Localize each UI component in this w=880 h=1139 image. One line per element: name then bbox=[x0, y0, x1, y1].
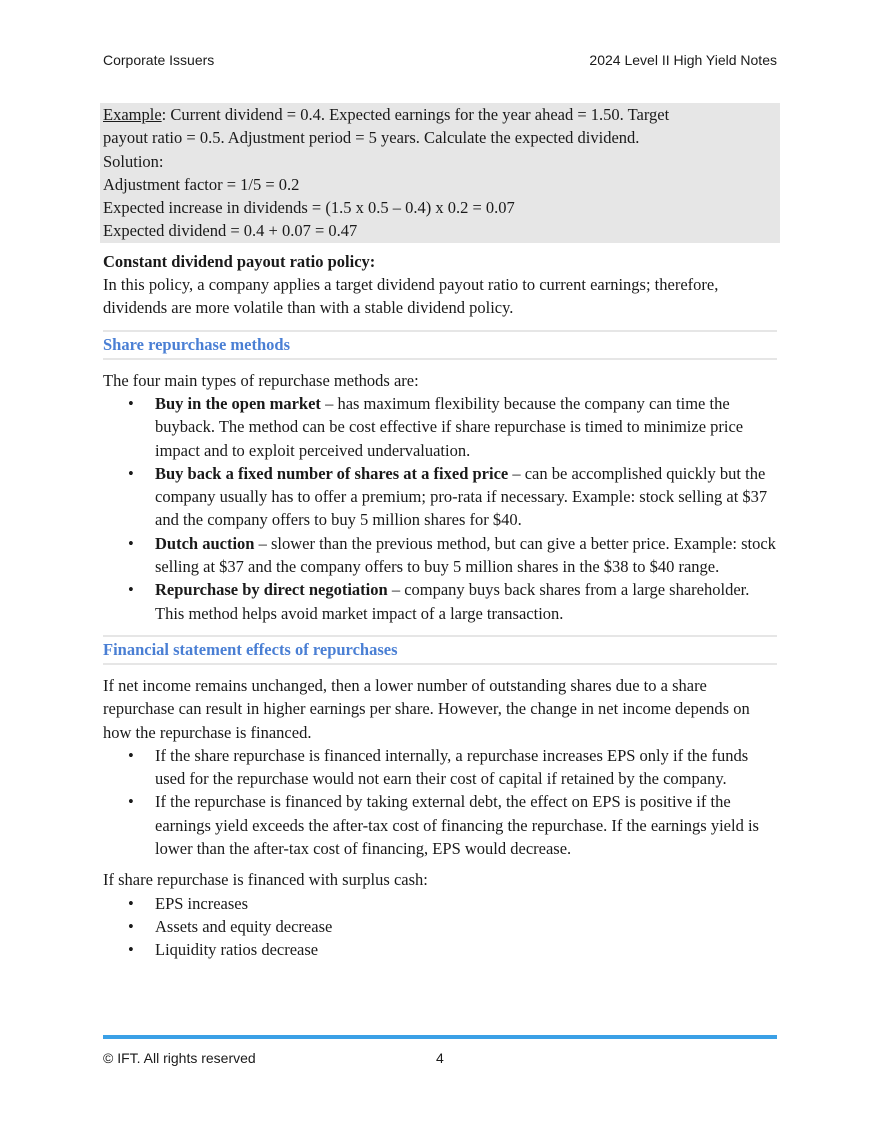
example-line: payout ratio = 0.5. Adjustment period = 5 years. Calculate the expected dividend. bbox=[103, 128, 640, 148]
bullet-icon: • bbox=[128, 463, 134, 483]
item-term: Repurchase by direct negotiation bbox=[155, 580, 388, 600]
example-line bbox=[103, 103, 777, 126]
item-text: – has maximum flexibility because the company can time the buyback. The method can be cost effective if share repurchase is timed to minimize price impact and to exploit perceived undervaluation. bbox=[155, 393, 744, 460]
example-text: : Current dividend = 0.4. Expected earnings for the year ahead = 1.50. Target bbox=[161, 105, 670, 124]
bullet-icon: • bbox=[128, 745, 134, 765]
bullet-icon: • bbox=[128, 940, 134, 960]
bullet-icon: • bbox=[128, 580, 134, 600]
example-line: Expected dividend = 0.4 + 0.07 = 0.47 bbox=[103, 221, 358, 241]
item-term: Buy back a fixed number of shares at a fixed price bbox=[155, 463, 509, 483]
example-line: Solution: bbox=[103, 151, 164, 171]
footer-rule bbox=[103, 1035, 777, 1039]
example-box bbox=[100, 103, 780, 243]
example-line: Adjustment factor = 1/5 = 0.2 bbox=[103, 174, 300, 194]
section-heading-financial-effects: Financial statement effects of repurchases bbox=[103, 635, 777, 665]
item-term: Buy in the open market bbox=[155, 393, 321, 413]
item-text: If the repurchase is financed by taking external debt, the effect on EPS is positive if the earnings yield exceeds the after-tax cost of financing the repurchase. If the earnings yield is lower than the after-tax cost of financing, EPS would decrease. bbox=[155, 792, 759, 859]
surplus-cash-intro: If share repurchase is financed with surplus cash: bbox=[103, 870, 428, 890]
list-item bbox=[103, 938, 777, 961]
item-text: – can be accomplished quickly but the company usually has to offer a premium; pro-rata if necessary. Example: stock selling at $37 and the company offers to buy 5 million shares for $40. bbox=[155, 463, 768, 530]
item-text: Assets and equity decrease bbox=[155, 916, 333, 936]
repurchase-methods-list bbox=[103, 392, 777, 625]
list-item bbox=[103, 578, 777, 625]
list-item bbox=[103, 892, 777, 915]
bullet-icon: • bbox=[128, 393, 134, 413]
item-term: Dutch auction bbox=[155, 533, 255, 553]
header-notes-title: 2024 Level II High Yield Notes bbox=[589, 52, 777, 68]
page-number: 4 bbox=[436, 1050, 444, 1066]
bullet-icon: • bbox=[128, 893, 134, 913]
section-heading-repurchase-methods: Share repurchase methods bbox=[103, 330, 777, 360]
footer-copyright: © IFT. All rights reserved bbox=[103, 1050, 256, 1066]
bullet-icon: • bbox=[128, 533, 134, 553]
constant-policy-title: Constant dividend payout ratio policy: bbox=[103, 251, 376, 271]
item-text: – company buys back shares from a large shareholder. This method helps avoid market impact of a large transaction. bbox=[155, 580, 750, 623]
surplus-cash-list bbox=[103, 892, 777, 962]
bullet-icon: • bbox=[128, 792, 134, 812]
list-item bbox=[103, 790, 777, 860]
constant-policy-text: In this policy, a company applies a target dividend payout ratio to current earnings; therefore, dividends are more volatile than with a stable dividend policy. bbox=[103, 275, 719, 318]
list-item bbox=[103, 462, 777, 532]
list-item bbox=[103, 532, 777, 579]
example-label: Example bbox=[103, 105, 162, 124]
list-item bbox=[103, 744, 777, 791]
repurchase-methods-intro: The four main types of repurchase methods are: bbox=[103, 370, 419, 390]
page-content bbox=[103, 103, 777, 962]
list-item bbox=[103, 915, 777, 938]
item-text: Liquidity ratios decrease bbox=[155, 940, 319, 960]
example-line: Expected increase in dividends = (1.5 x 0.5 – 0.4) x 0.2 = 0.07 bbox=[103, 198, 515, 218]
page-header bbox=[103, 52, 777, 72]
header-course: Corporate Issuers bbox=[103, 52, 215, 68]
item-text: – slower than the previous method, but can give a better price. Example: stock selling at $37 and the company offers to buy 5 million shares in the $38 to $40 range. bbox=[155, 533, 776, 577]
item-text: If the share repurchase is financed internally, a repurchase increases EPS only if the funds used for the repurchase would not earn their cost of capital if retained by the company. bbox=[155, 745, 749, 789]
financial-effects-intro: If net income remains unchanged, then a lower number of outstanding shares due to a share repurchase can result in higher earnings per share. However, the change in net income depends on how the repurchase is financed. bbox=[103, 675, 750, 742]
list-item bbox=[103, 392, 777, 462]
financing-list bbox=[103, 744, 777, 860]
bullet-icon: • bbox=[128, 916, 134, 936]
item-text: EPS increases bbox=[155, 893, 249, 913]
